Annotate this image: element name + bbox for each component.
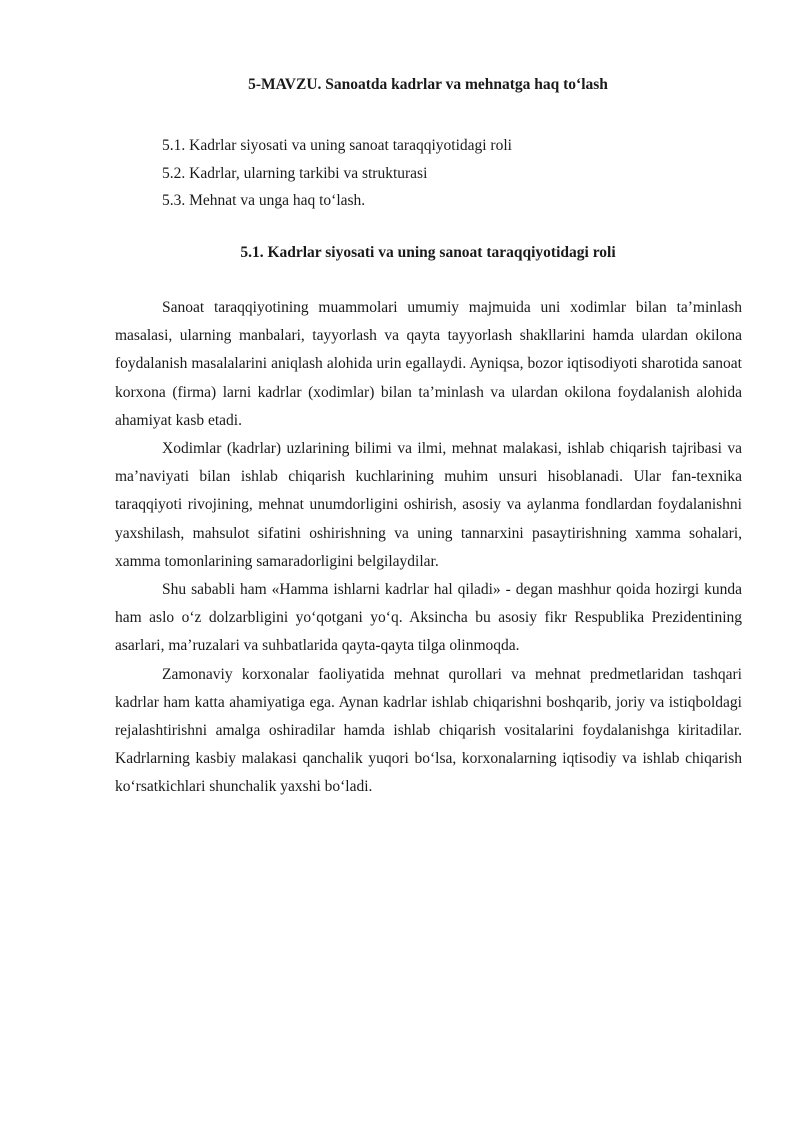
- paragraph: Zamonaviy korxonalar faoliyatida mehnat qurollari va mehnat predmetlaridan tashqari kadrlar ham katta ahamiyatiga ega. Aynan kadrlar ishlab chiqarishni boshqarib, joriy va istiqboldagi rejalashtirishni amalga oshiradilar hamda ishlab chiqarish vositalarini foydalanishga kiritadilar. Kadrlarning kasbiy malakasi qanchalik yuqori boʻlsa, korxonalarning iqtisodiy va ishlab chiqarish koʻrsatkichlari shunchalik yaxshi boʻladi.: [115, 665, 742, 796]
- document-title: 5-MAVZU. Sanoatda kadrlar va mehnatga haq toʻlash: [248, 76, 608, 93]
- section-heading: 5.1. Kadrlar siyosati va uning sanoat taraqqiyotidagi roli: [240, 244, 616, 261]
- paragraph: Sanoat taraqqiyotining muammolari umumiy majmuida uni xodimlar bilan ta’minlash masalasi, ularning manbalari, tayyorlash va qayta tayyorlash shakllarini hamda ulardan okilona foydalanish masalalarini aniqlash alohida urin egallaydi. Ayniqsa, bozor iqtisodiyoti sharotida sanoat korxona (firma) larni kadrlar (xodimlar) bilan ta’minlash va ulardan okilona foydalanish alohida ahamiyat kasb etadi.: [115, 299, 742, 429]
- toc-item-5-3: 5.3. Mehnat va unga haq toʻlash.: [162, 192, 366, 209]
- body-text: [115, 294, 742, 802]
- paragraph: Shu sababli ham «Hamma ishlarni kadrlar hal qiladi» - degan mashhur qoida hozirgi kunda ham aslo oʻz dolzarbligini yoʻqotgani yoʻq. Aksincha bu asosiy fikr Respublika Prezidentining asarlari, ma’ruzalari va suhbatlarida qayta-qayta tilga olinmoqda.: [115, 581, 742, 655]
- toc-item-5-1: 5.1. Kadrlar siyosati va uning sanoat taraqqiyotidagi roli: [162, 137, 512, 154]
- paragraph: Xodimlar (kadrlar) uzlarining bilimi va ilmi, mehnat malakasi, ishlab chiqarish tajribasi va ma’naviyati bilan ishlab chiqarish kuchlarining muhim unsuri hisoblanadi. Ular fan-texnika taraqqiyoti rivojining, mehnat unumdorligini oshirish, asosiy va aylanma fondlardan foydalanishni yaxshilash, mahsulot sifatini oshirishning va uning tannarxini pasaytirishning xamma sohalari, xamma tomonlarining samaradorligini belgilaydilar.: [115, 440, 742, 570]
- table-of-contents: [162, 132, 512, 215]
- toc-item-5-2: 5.2. Kadrlar, ularning tarkibi va strukturasi: [162, 164, 428, 182]
